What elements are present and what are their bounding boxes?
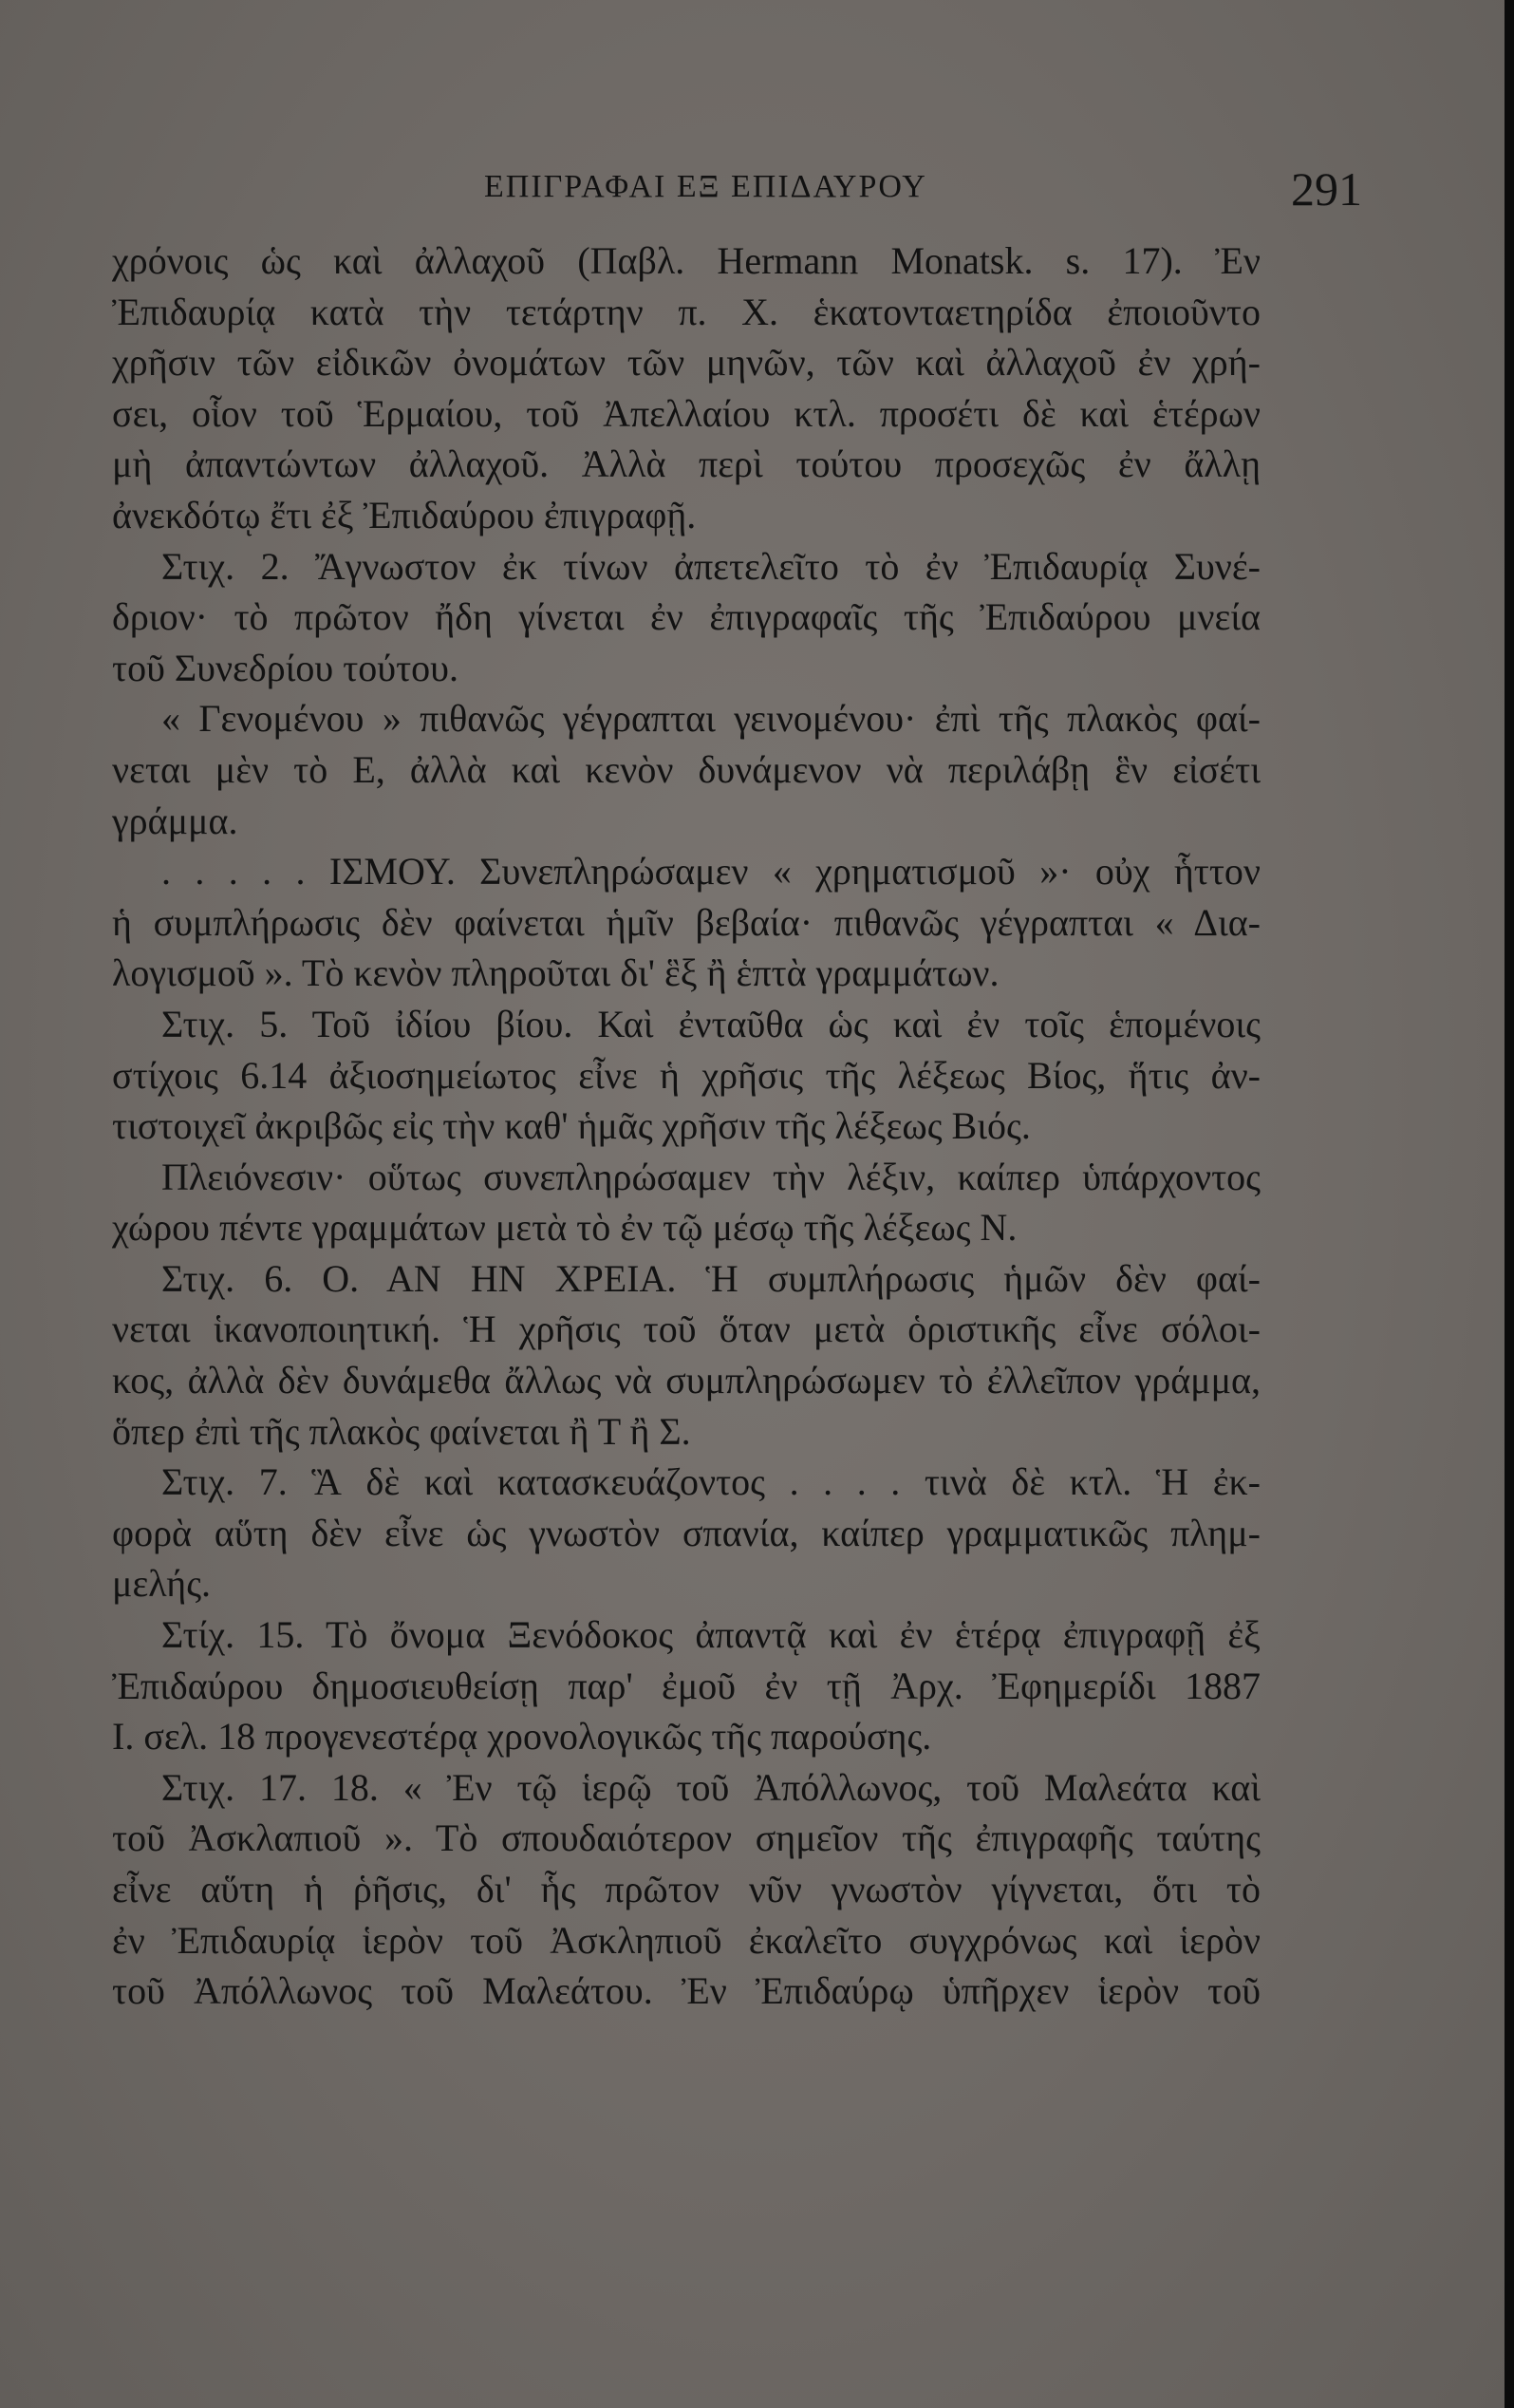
page-header	[104, 161, 1362, 218]
text-line: ἡ συμπλήρωσις δὲν φαίνεται ἡμῖν βεβαία· πιθανῶς γέγραπται « Δια-	[112, 900, 1261, 944]
text-line: Στιχ. 17. 18. « Ἐν τῷ ἱερῷ τοῦ Ἀπόλλωνος, τοῦ Μαλεάτα καὶ	[161, 1765, 1261, 1809]
text-line: γράμμα.	[112, 799, 238, 842]
text-line: τιστοιχεῖ ἀκριβῶς εἰς τὴν καθ' ἡμᾶς χρῆσιν τῆς λέξεως Βιός.	[112, 1104, 1031, 1148]
text-line: χώρου πέντε γραμμάτων μετὰ τὸ ἐν τῷ μέσῳ τῆς λέξεως Ν.	[112, 1206, 1018, 1250]
text-line: εἶνε αὕτη ἡ ῥῆσις, δι' ἧς πρῶτον νῦν γνωστὸν γίγνεται, ὅτι τὸ	[112, 1868, 1261, 1910]
text-line: « Γενομένου » πιθανῶς γέγραπται γεινομένου· ἐπὶ τῆς πλακὸς φαί-	[161, 697, 1261, 741]
scan-edge	[1505, 0, 1514, 2408]
text-line: ἐν Ἐπιδαυρίᾳ ἱερὸν τοῦ Ἀσκληπιοῦ ἐκαλεῖτο συγχρόνως καὶ ἱερὸν	[112, 1918, 1261, 1962]
text-line: κος, ἀλλὰ δὲν δυνάμεθα ἄλλως νὰ συμπληρώσωμεν τὸ ἐλλεῖπον γράμμα,	[112, 1359, 1261, 1402]
text-line: Στιχ. 2. Ἄγνωστον ἐκ τίνων ἀπετελεῖτο τὸ ἐν Ἐπιδαυρίᾳ Συνέ-	[161, 544, 1261, 588]
text-line: χρόνοις ὡς καὶ ἀλλαχοῦ (Παβλ. Hermann Monatsk. s. 17). Ἐν	[112, 239, 1261, 282]
text-line: φορὰ αὕτη δὲν εἶνε ὡς γνωστὸν σπανία, καίπερ γραμματικῶς πλημ-	[112, 1511, 1261, 1554]
text-line: νεται μὲν τὸ Ε, ἀλλὰ καὶ κενὸν δυνάμενον νὰ περιλάβῃ ἓν εἰσέτι	[112, 747, 1261, 791]
text-line: στίχοις 6.14 ἀξιοσημείωτος εἶνε ἡ χρῆσις τῆς λέξεως Βίος, ἥτις ἀν-	[112, 1053, 1261, 1097]
text-line: Πλειόνεσιν· οὕτως συνεπληρώσαμεν τὴν λέξιν, καίπερ ὑπάρχοντος	[161, 1155, 1261, 1198]
text-line: Στίχ. 15. Τὸ ὄνομα Ξενόδοκος ἀπαντᾷ καὶ ἐν ἑτέρᾳ ἐπιγραφῇ ἐξ	[161, 1613, 1261, 1657]
text-line: Στιχ. 7. Ἃ δὲ καὶ κατασκευάζοντος . . . . τινὰ δὲ κτλ. Ἡ ἐκ-	[161, 1460, 1261, 1504]
text-line: τοῦ Συνεδρίου τούτου.	[112, 646, 458, 689]
text-line: Στιχ. 5. Τοῦ ἰδίου βίου. Καὶ ἐνταῦθα ὡς καὶ ἐν τοῖς ἑπομένοις	[161, 1002, 1261, 1045]
text-line: τοῦ Ἀπόλλωνος τοῦ Μαλεάτου. Ἐν Ἐπιδαύρῳ ὑπῆρχεν ἱερὸν τοῦ	[112, 1969, 1261, 2013]
text-line: μὴ ἀπαντώντων ἀλλαχοῦ. Ἀλλὰ περὶ τούτου προσεχῶς ἐν ἄλλῃ	[112, 442, 1261, 486]
running-title: ΕΠΙΓΡΑΦΑΙ ΕΞ ΕΠΙΔΑΥΡΟΥ	[484, 169, 927, 204]
text-line: τοῦ Ἀσκλαπιοῦ ». Τὸ σπουδαιότερον σημεῖον τῆς ἐπιγραφῆς ταύτης	[112, 1816, 1261, 1860]
text-line: Ι. σελ. 18 προγενεστέρᾳ χρονολογικῶς τῆς παρούσης.	[112, 1715, 932, 1759]
text-line: ἀνεκδότῳ ἔτι ἐξ Ἐπιδαύρου ἐπιγραφῇ.	[112, 493, 697, 536]
text-line: χρῆσιν τῶν εἰδικῶν ὀνομάτων τῶν μηνῶν, τῶν καὶ ἀλλαχοῦ ἐν χρή-	[112, 341, 1261, 385]
body-text	[112, 235, 1261, 2017]
text-line: λογισμοῦ ». Τὸ κενὸν πληροῦται δι' ἓξ ἢ ἑπτὰ γραμμάτων.	[112, 951, 1000, 995]
text-line: μελής.	[112, 1562, 212, 1606]
text-line: ὅπερ ἐπὶ τῆς πλακὸς φαίνεται ἢ Τ ἢ Σ.	[112, 1409, 691, 1453]
text-line: δριον· τὸ πρῶτον ἤδη γίνεται ἐν ἐπιγραφαῖς τῆς Ἐπιδαύρου μνεία	[112, 595, 1261, 639]
text-line: . . . . . ΙΣΜΟΥ. Συνεπληρώσαμεν « χρηματισμοῦ »· οὐχ ἧττον	[161, 850, 1261, 894]
text-line: νεται ἱκανοποιητική. Ἡ χρῆσις τοῦ ὅταν μετὰ ὁριστικῆς εἶνε σόλοι-	[112, 1307, 1261, 1351]
text-line: Ἐπιδαύρου δημοσιευθείσῃ παρ' ἐμοῦ ἐν τῇ Ἀρχ. Ἐφημερίδι 1887	[112, 1664, 1261, 1707]
text-line: Στιχ. 6. Ο. ΑΝ ΗΝ ΧΡΕΙΑ. Ἡ συμπλήρωσις ἡμῶν δὲν φαί-	[161, 1256, 1261, 1300]
page-number: 291	[1291, 162, 1362, 216]
text-line: σει, οἷον τοῦ Ἑρμαίου, τοῦ Ἀπελλαίου κτλ. προσέτι δὲ καὶ ἑτέρων	[112, 391, 1261, 435]
text-line: Ἐπιδαυρίᾳ κατὰ τὴν τετάρτην π. Χ. ἑκατονταετηρίδα ἐποιοῦντο	[112, 290, 1261, 333]
